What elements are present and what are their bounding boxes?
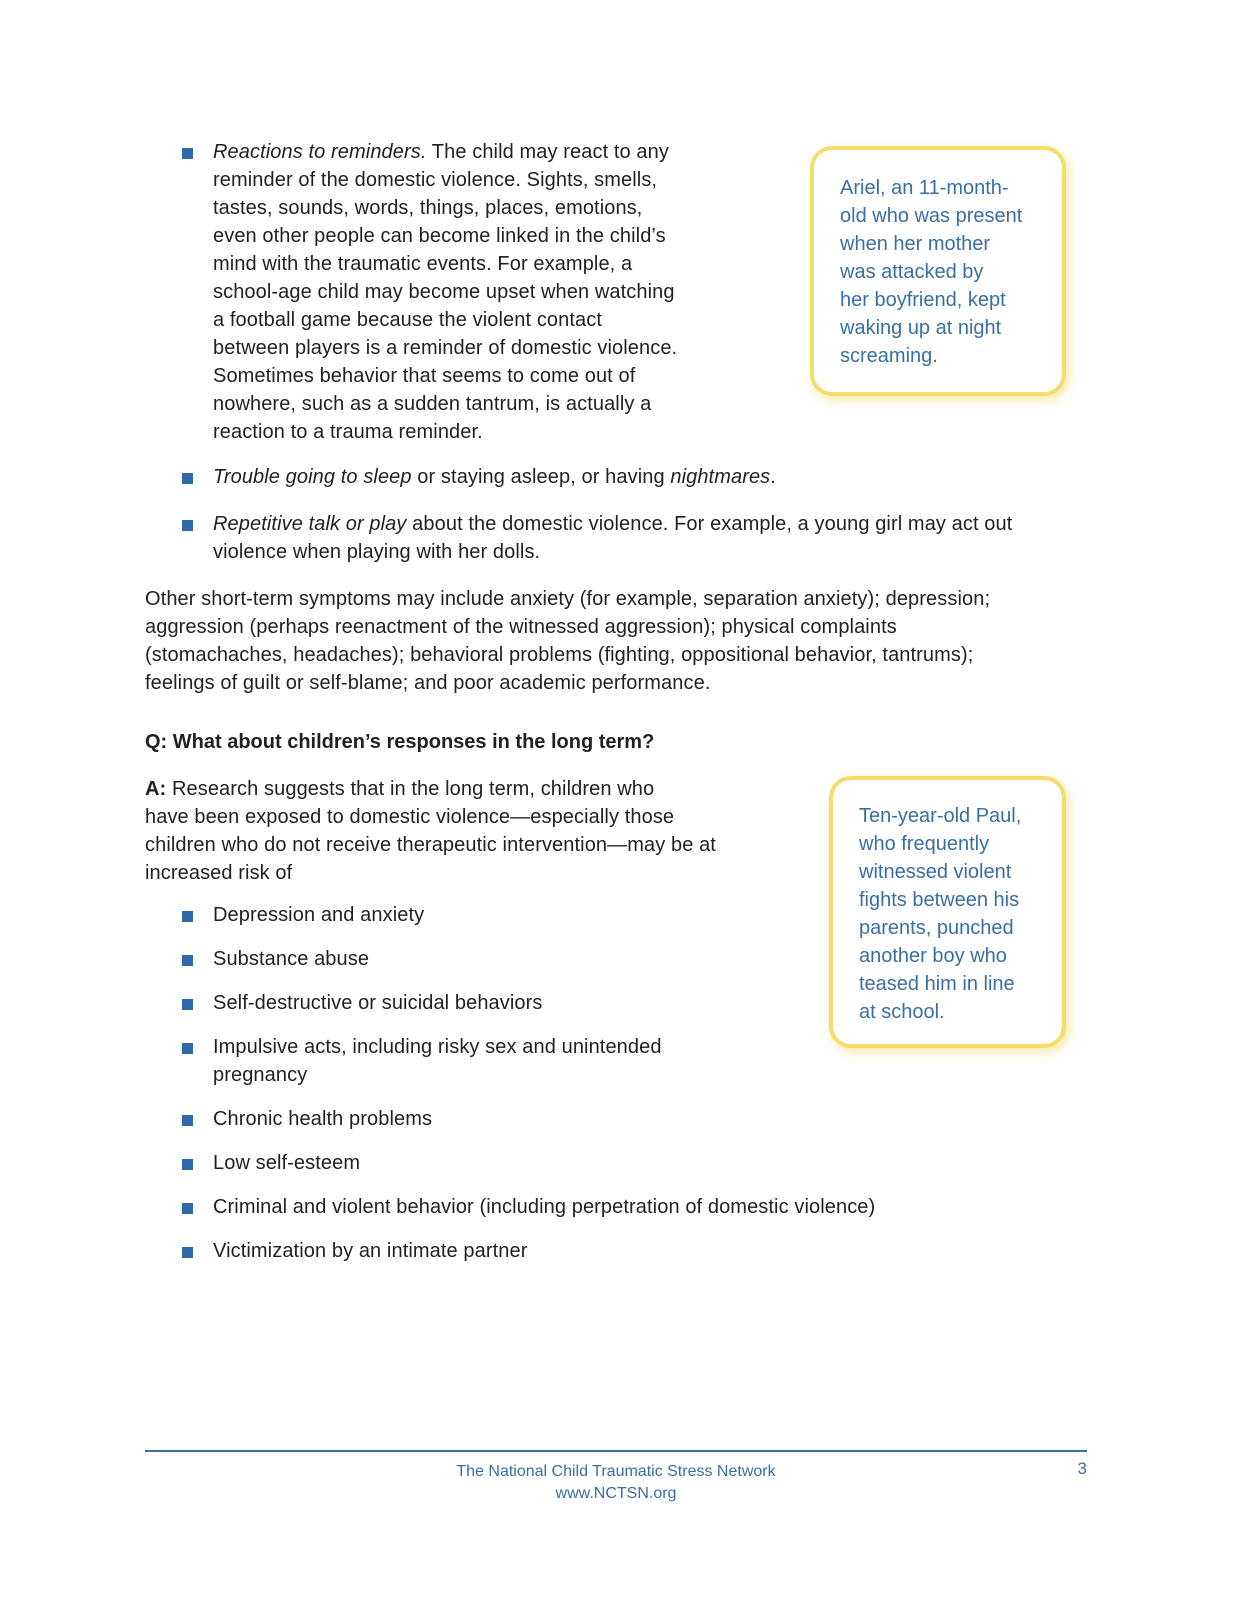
text-line: reminder of the domestic violence. Sights, smells, [213, 169, 658, 191]
text-line: mind with the traumatic events. For example, a [213, 253, 633, 275]
bullet-square-icon [182, 999, 193, 1010]
callout-line: parents, punched [859, 917, 1014, 939]
question-heading: Q: What about children’s responses in the long term? [145, 731, 655, 753]
text-line: Sometimes behavior that seems to come out of [213, 365, 636, 387]
text-line: children who do not receive therapeutic intervention—may be at [145, 834, 716, 856]
page-number: 3 [1077, 1459, 1087, 1478]
italic-term: Repetitive talk or play [213, 513, 407, 535]
text: Research suggests that in the long term, children who [166, 778, 655, 800]
list-item-text: Self-destructive or suicidal behaviors [213, 992, 543, 1014]
list-item-text: Victimization by an intimate partner [213, 1240, 528, 1262]
bullet-square-icon [182, 1247, 193, 1258]
text-line: have been exposed to domestic violence—especially those [145, 806, 675, 828]
callout-line: another boy who [859, 945, 1007, 967]
list-item-text: Criminal and violent behavior (including perpetration of domestic violence) [213, 1196, 876, 1218]
footer-divider [145, 1450, 1087, 1452]
bullet-square-icon [182, 1115, 193, 1126]
bullet-square-icon [182, 148, 193, 159]
bullet-square-icon [182, 520, 193, 531]
bullet-square-icon [182, 473, 193, 484]
italic-term: Trouble going to sleep [213, 466, 412, 488]
callout-line: Ten-year-old Paul, [859, 805, 1022, 827]
text-line: (stomachaches, headaches); behavioral problems (fighting, oppositional behavior, tantrums); [145, 644, 974, 666]
text-line: feelings of guilt or self-blame; and poor academic performance. [145, 672, 711, 694]
bullet-square-icon [182, 911, 193, 922]
callout-line: at school. [859, 1001, 945, 1023]
answer-label: A: [145, 778, 167, 800]
text-line [213, 510, 1073, 538]
bullet-square-icon [182, 1203, 193, 1214]
text: . [770, 466, 776, 488]
text-line: Other short-term symptoms may include anxiety (for example, separation anxiety); depression; [145, 588, 991, 610]
text: The child may react to any [426, 141, 669, 163]
callout-line: teased him in line [859, 973, 1015, 995]
callout-line: Ariel, an 11-month- [840, 177, 1009, 199]
text-line: violence when playing with her dolls. [213, 541, 541, 563]
text-line: tastes, sounds, words, things, places, emotions, [213, 197, 643, 219]
bullet-square-icon [182, 1159, 193, 1170]
text-line: Impulsive acts, including risky sex and unintended [213, 1036, 662, 1058]
bullet-square-icon [182, 955, 193, 966]
footer-url-link[interactable]: www.NCTSN.org [555, 1485, 677, 1502]
italic-term: Reactions to reminders. [213, 141, 427, 163]
text-line: between players is a reminder of domestic violence. [213, 337, 678, 359]
footer-org-name: The National Child Traumatic Stress Network [456, 1463, 776, 1480]
list-item-text: Chronic health problems [213, 1108, 433, 1130]
text: about the domestic violence. For example, a young girl may act out [406, 513, 1013, 535]
list-item-text: Depression and anxiety [213, 904, 425, 926]
text-line: increased risk of [145, 862, 293, 884]
text-line: reaction to a trauma reminder. [213, 421, 483, 443]
list-item-text: Substance abuse [213, 948, 370, 970]
callout-line: who frequently [859, 833, 990, 855]
answer-paragraph [145, 775, 785, 887]
callout-ariel [810, 146, 1066, 396]
callout-line: old who was present [840, 205, 1023, 227]
text-line: pregnancy [213, 1064, 308, 1086]
text-line: school-age child may become upset when watching [213, 281, 675, 303]
list-item-text [213, 1033, 773, 1089]
callout-line: screaming. [840, 345, 938, 367]
text-line: aggression (perhaps reenactment of the witnessed aggression); physical complaints [145, 616, 897, 638]
text-line [213, 138, 773, 166]
other-symptoms-paragraph [145, 585, 1075, 697]
italic-term: nightmares [670, 466, 771, 488]
text: or staying asleep, or having [411, 466, 671, 488]
callout-line: was attacked by [840, 261, 984, 283]
callout-line: fights between his [859, 889, 1020, 911]
text-line: even other people can become linked in the child’s [213, 225, 666, 247]
bullet-square-icon [182, 1043, 193, 1054]
callout-line: her boyfriend, kept [840, 289, 1006, 311]
text-line: a football game because the violent contact [213, 309, 602, 331]
text-line: nowhere, such as a sudden tantrum, is actually a [213, 393, 652, 415]
text-line [145, 775, 785, 803]
callout-line: waking up at night [840, 317, 1002, 339]
list-item-text: Low self-esteem [213, 1152, 361, 1174]
callout-paul [829, 776, 1066, 1048]
callout-line: witnessed violent [859, 861, 1012, 883]
callout-line: when her mother [840, 233, 991, 255]
